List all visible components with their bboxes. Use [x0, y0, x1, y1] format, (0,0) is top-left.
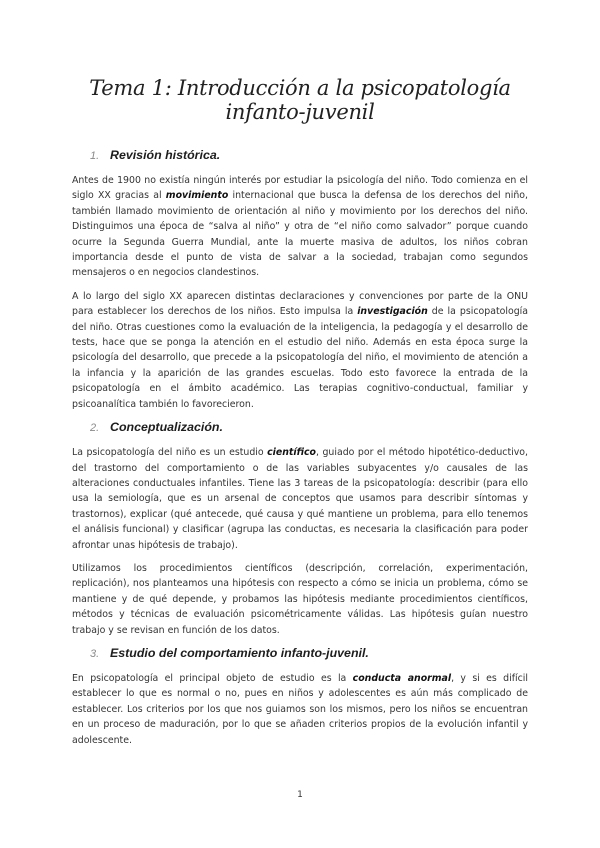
paragraph-text: La psicopatología del niño es un estudio — [72, 447, 268, 459]
paragraph — [72, 671, 528, 748]
section-number: 2. — [90, 422, 100, 435]
paragraph-text: A lo largo del siglo XX aparecen distintas declaraciones y convenciones por parte de la ONU para establecer los derechos de los niños. Esto impulsa la — [72, 290, 528, 318]
paragraph — [72, 173, 528, 281]
paragraph-text: En psicopatología el principal objeto de estudio es la — [72, 672, 353, 684]
paragraph-text: , guiado por el método hipotético-deductivo, del trastorno del comportamiento o de las variables subyacentes y/o causales de las alteraciones conductuales infantiles. Tiene las 3 tareas de la psicopatología: describir (para ello usa la semiología, que es un arsenal de conceptos que usamos para describir síntomas y trastornos), explicar (qué antecede, qué causa y qué mantiene un problema, para ello tenemos el análisis funcional) y clasificar (agrupa las conductas, es necesaria la clasificación para poder afrontar unas hipótesis de trabajo). — [72, 447, 528, 551]
section-title: Estudio del comportamiento infanto-juvenil. — [110, 645, 369, 660]
section-number: 3. — [90, 647, 100, 660]
paragraph — [72, 289, 528, 412]
section-heading-conceptualization — [72, 420, 528, 434]
paragraph — [72, 561, 528, 638]
paragraph — [72, 445, 528, 553]
page-number: 1 — [297, 790, 303, 800]
keyword: científico — [267, 447, 317, 459]
section-heading-behavior-study — [72, 646, 528, 660]
paragraph-text: de la psicopatología del niño. Otras cuestiones como la evaluación de la inteligencia, la pedagogía y el desarrollo de tests, hace que se ponga la atención en el estudio del niño. Además en esta época surge la psicología del desarrollo, que precede a la psicopatología del niño, el movimiento de atención a la infancia y la aparición de las grandes escuelas. Todo esto favorece la entrada de la psicopatología en el ámbito académico. Las terapias cognitivo-conductual, familiar y psicoanalítica también lo favorecieron. — [72, 306, 528, 410]
section-title: Conceptualización. — [110, 420, 223, 435]
section-number: 1. — [90, 150, 100, 162]
document-title: Tema 1: Introducción a la psicopatología infanto-juvenil — [89, 76, 511, 124]
paragraph-text: Utilizamos los procedimientos científicos (descripción, correlación, experimentación, replicación), nos planteamos una hipótesis con respecto a cómo se inicia un problema, cómo se mantiene y de qué depende, y probamos las hipótesis mediante procedimientos científicos, métodos y técnicas de evaluación psicométricamente válidas. Las hipótesis guían nuestro trabajo y se revisan en función de los datos. — [72, 562, 528, 636]
section-heading-historical-review — [72, 148, 528, 162]
keyword: conducta anormal — [352, 672, 452, 684]
paragraph-text: internacional que busca la defensa de los derechos del niño, también llamado movimiento de orientación al niño y movimiento por los derechos del niño. Distinguimos una época de “salva al niño” y otra de “el niño como salvador” porque cuando ocurre la Segunda Guerra Mundial, ante la muerte masiva de adultos, los niños cobran importancia desde el punto de vista de salvar a la sociedad, trabajan como segundos mensajeros o en negocios clandestinos. — [72, 190, 528, 279]
keyword: investigación — [357, 306, 428, 318]
section-title: Revisión histórica. — [110, 148, 221, 162]
paragraph-text: Antes de 1900 no existía ningún interés por estudiar la psicología del niño. Todo comienza en el siglo XX gracias al — [72, 175, 528, 202]
paragraph-text: , y si es difícil establecer lo que es normal o no, pues en niños y adolescentes es aún más complicado de establecer. Los criterios por los que nos guiamos son los mismos, pero los niños se encuentran en un proceso de maduración, por lo que se añaden criterios propios de la evolución infantil y adolescente. — [72, 672, 528, 746]
keyword: movimiento — [165, 190, 229, 202]
